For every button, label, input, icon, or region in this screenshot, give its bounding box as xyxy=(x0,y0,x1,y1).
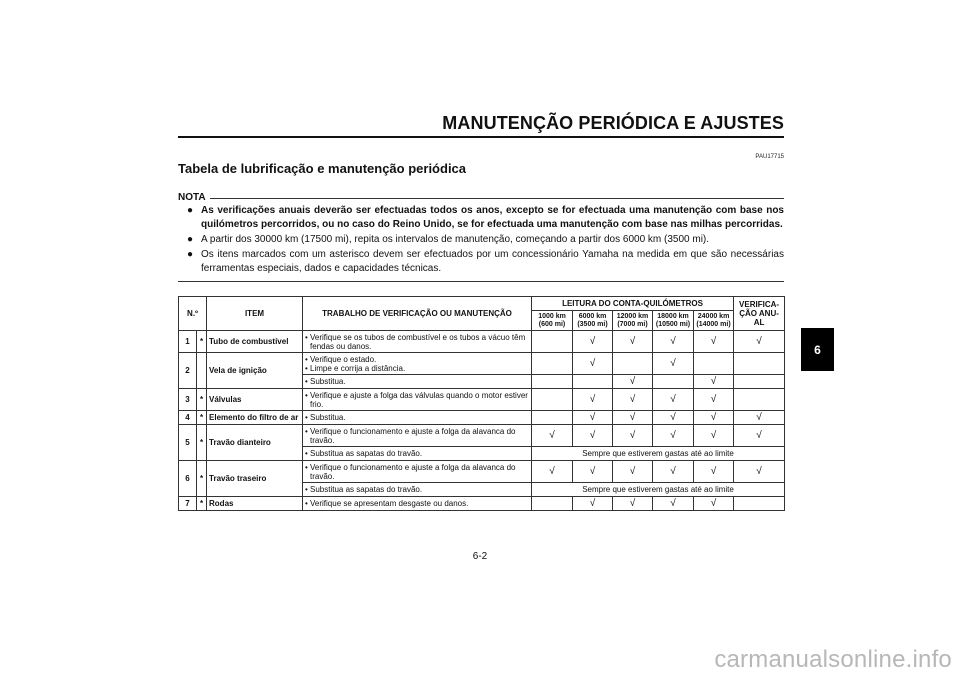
work-description xyxy=(303,497,532,511)
empty-cell xyxy=(694,353,734,375)
work-text: Verifique e ajuste a folga das válvulas quando o motor estiver frio. xyxy=(310,390,528,409)
note-item xyxy=(178,248,784,276)
check-mark-icon: √ xyxy=(653,411,694,425)
maintenance-table xyxy=(178,296,785,511)
check-mark-icon: √ xyxy=(532,461,573,483)
row-number: 6 xyxy=(179,461,197,497)
bullet-icon: • xyxy=(305,462,308,472)
work-text: Substitua. xyxy=(310,413,346,422)
empty-cell xyxy=(573,375,613,389)
check-mark-icon: √ xyxy=(573,389,613,411)
check-mark-icon: √ xyxy=(734,425,785,447)
item-name: Rodas xyxy=(207,497,303,511)
work-description xyxy=(303,353,532,375)
work-description xyxy=(303,331,532,353)
dealer-asterisk: * xyxy=(197,461,207,497)
check-mark-icon: √ xyxy=(694,331,734,353)
check-mark-icon: √ xyxy=(694,497,734,511)
empty-cell xyxy=(532,389,573,411)
interval-header: 18000 km (10500 mi) xyxy=(653,311,694,331)
dealer-asterisk xyxy=(197,353,207,389)
row-number: 5 xyxy=(179,425,197,461)
interval-header: 12000 km (7000 mi) xyxy=(613,311,653,331)
work-text: Substitua as sapatas do travão. xyxy=(310,449,423,458)
check-mark-icon: √ xyxy=(532,425,573,447)
note-item xyxy=(178,204,784,232)
check-mark-icon: √ xyxy=(694,411,734,425)
note-label: NOTA xyxy=(178,192,206,203)
work-text: Verifique o funcionamento e ajuste a folga da alavanca do travão. xyxy=(310,426,516,445)
work-text: Substitua. xyxy=(310,377,346,386)
dealer-asterisk: * xyxy=(197,411,207,425)
table-row xyxy=(179,425,785,447)
item-name: Travão traseiro xyxy=(207,461,303,497)
check-mark-icon: √ xyxy=(653,497,694,511)
check-mark-icon: √ xyxy=(573,331,613,353)
work-text: Substitua as sapatas do travão. xyxy=(310,485,423,494)
empty-cell xyxy=(532,331,573,353)
check-mark-icon: √ xyxy=(613,425,653,447)
note-list xyxy=(178,204,784,276)
check-mark-icon: √ xyxy=(573,353,613,375)
table-row xyxy=(179,411,785,425)
section-title: Tabela de lubrificação e manutenção periódica xyxy=(178,161,467,176)
bullet-icon: ● xyxy=(186,249,193,260)
check-mark-icon: √ xyxy=(573,425,613,447)
check-mark-icon: √ xyxy=(613,411,653,425)
empty-cell xyxy=(734,353,785,375)
empty-cell xyxy=(532,497,573,511)
row-number: 4 xyxy=(179,411,197,425)
chapter-tab: 6 xyxy=(801,328,834,371)
table-row xyxy=(179,389,785,411)
work-description xyxy=(303,411,532,425)
table-row xyxy=(179,461,785,483)
row-number: 2 xyxy=(179,353,197,389)
work-text: Verifique o estado. xyxy=(310,354,377,364)
empty-cell xyxy=(734,497,785,511)
col-header-item: ITEM xyxy=(207,297,303,331)
col-header-odometer: LEITURA DO CONTA-QUILÓMETROS xyxy=(532,297,734,311)
check-mark-icon: √ xyxy=(573,497,613,511)
note-item xyxy=(178,233,784,247)
check-mark-icon: √ xyxy=(734,411,785,425)
item-name: Vela de ignição xyxy=(207,353,303,389)
note-rule xyxy=(210,198,784,199)
empty-cell xyxy=(532,353,573,375)
work-line xyxy=(305,391,529,409)
page-number: 6-2 xyxy=(472,551,488,562)
work-text: Verifique o funcionamento e ajuste a folga da alavanca do travão. xyxy=(310,462,516,481)
page-header xyxy=(178,114,784,138)
work-text: Verifique se os tubos de combustível e os tubos a vácuo têm fendas ou danos. xyxy=(310,332,526,351)
work-description xyxy=(303,375,532,389)
bullet-icon: • xyxy=(305,485,308,494)
work-line xyxy=(305,463,529,481)
check-mark-icon: √ xyxy=(694,375,734,389)
work-line xyxy=(305,377,529,386)
work-line xyxy=(305,413,529,422)
table-body xyxy=(179,331,785,511)
work-description xyxy=(303,447,532,461)
empty-cell xyxy=(734,389,785,411)
col-header-number: N.º xyxy=(179,297,207,331)
check-mark-icon: √ xyxy=(573,461,613,483)
check-mark-icon: √ xyxy=(613,331,653,353)
reference-code: PAU17715 xyxy=(755,154,784,160)
interval-header: 24000 km (14000 mi) xyxy=(694,311,734,331)
work-line xyxy=(305,485,529,494)
check-mark-icon: √ xyxy=(653,353,694,375)
work-line xyxy=(305,499,529,508)
chapter-title: MANUTENÇÃO PERIÓDICA E AJUSTES xyxy=(442,113,784,133)
item-name: Válvulas xyxy=(207,389,303,411)
dealer-asterisk: * xyxy=(197,331,207,353)
bullet-icon: • xyxy=(305,363,308,373)
table-row xyxy=(179,331,785,353)
check-mark-icon: √ xyxy=(613,389,653,411)
check-mark-icon: √ xyxy=(613,375,653,389)
check-mark-icon: √ xyxy=(694,389,734,411)
note-box xyxy=(178,192,784,282)
check-mark-icon: √ xyxy=(613,497,653,511)
check-mark-icon: √ xyxy=(694,461,734,483)
bullet-icon: • xyxy=(305,390,308,400)
work-line xyxy=(305,355,529,364)
check-mark-icon: √ xyxy=(653,331,694,353)
item-name: Elemento do filtro de ar xyxy=(207,411,303,425)
note-text: A partir dos 30000 km (17500 mi), repita os intervalos de manutenção, começando a partir dos 6000 km (3500 mi). xyxy=(201,234,710,245)
work-description xyxy=(303,483,532,497)
work-line xyxy=(305,449,529,458)
col-header-annual: VERIFICA-ÇÃO ANU-AL xyxy=(734,297,785,331)
dealer-asterisk: * xyxy=(197,425,207,461)
bullet-icon: • xyxy=(305,426,308,436)
work-description xyxy=(303,425,532,447)
item-name: Tubo de combustível xyxy=(207,331,303,353)
interval-note: Sempre que estiverem gastas até ao limite xyxy=(532,483,785,497)
check-mark-icon: √ xyxy=(653,425,694,447)
interval-header: 1000 km (600 mi) xyxy=(532,311,573,331)
check-mark-icon: √ xyxy=(734,461,785,483)
bullet-icon: • xyxy=(305,377,308,386)
check-mark-icon: √ xyxy=(694,425,734,447)
empty-cell xyxy=(532,411,573,425)
watermark: carmanualsonline.info xyxy=(714,646,952,673)
row-number: 3 xyxy=(179,389,197,411)
dealer-asterisk: * xyxy=(197,497,207,511)
note-text: As verificações anuais deverão ser efectuadas todos os anos, excepto se for efectuada uma manutenção com base nos quilómetros percorridos, ou no caso do Reino Unido, se for efectuada uma manutenção com base nas milhas percorridas. xyxy=(201,205,784,230)
col-header-work: TRABALHO DE VERIFICAÇÃO OU MANUTENÇÃO xyxy=(303,297,532,331)
empty-cell xyxy=(734,375,785,389)
check-mark-icon: √ xyxy=(653,389,694,411)
table-row xyxy=(179,497,785,511)
bullet-icon: • xyxy=(305,354,308,364)
empty-cell xyxy=(653,375,694,389)
empty-cell xyxy=(613,353,653,375)
work-text: Limpe e corrija a distância. xyxy=(310,363,406,373)
note-header xyxy=(178,192,784,203)
work-line xyxy=(305,427,529,445)
check-mark-icon: √ xyxy=(734,331,785,353)
work-description xyxy=(303,461,532,483)
row-number: 1 xyxy=(179,331,197,353)
check-mark-icon: √ xyxy=(653,461,694,483)
note-text: Os itens marcados com um asterisco devem ser efectuados por um concessionário Yamaha na medida em que são necessárias ferramentas especiais, dados e capacidades técnicas. xyxy=(201,249,784,274)
bullet-icon: • xyxy=(305,449,308,458)
bullet-icon: • xyxy=(305,332,308,342)
bullet-icon: ● xyxy=(186,205,193,216)
bullet-icon: • xyxy=(305,499,308,508)
row-number: 7 xyxy=(179,497,197,511)
interval-header: 6000 km (3500 mi) xyxy=(573,311,613,331)
table-row xyxy=(179,353,785,375)
interval-note: Sempre que estiverem gastas até ao limite xyxy=(532,447,785,461)
bullet-icon: ● xyxy=(186,234,193,245)
empty-cell xyxy=(532,375,573,389)
work-line xyxy=(305,364,529,373)
bullet-icon: • xyxy=(305,413,308,422)
item-name: Travão dianteiro xyxy=(207,425,303,461)
table-header xyxy=(179,297,785,331)
work-description xyxy=(303,389,532,411)
check-mark-icon: √ xyxy=(613,461,653,483)
work-text: Verifique se apresentam desgaste ou danos. xyxy=(310,499,469,508)
dealer-asterisk: * xyxy=(197,389,207,411)
work-line xyxy=(305,333,529,351)
check-mark-icon: √ xyxy=(573,411,613,425)
